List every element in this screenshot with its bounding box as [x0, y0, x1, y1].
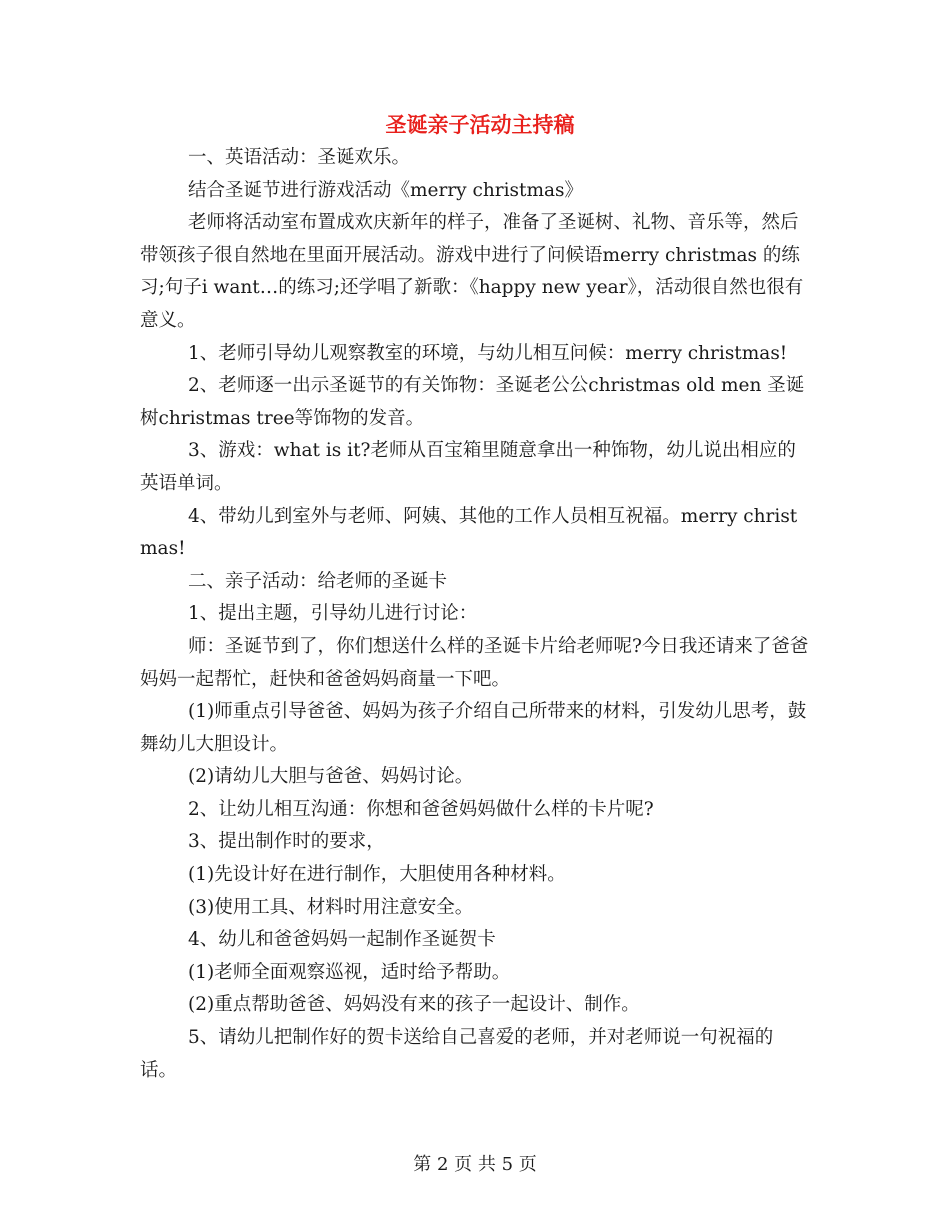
list-item: 1、提出主题，引导幼儿进行讨论：	[188, 603, 478, 625]
section-heading-parent-child: 二、亲子活动：给老师的圣诞卡	[188, 570, 448, 592]
list-item: 1、老师引导幼儿观察教室的环境，与幼儿相互问候：merry christmas!	[188, 342, 788, 364]
document-body	[140, 108, 810, 1087]
list-item: 4、带幼儿到室外与老师、阿姨、其他的工作人员相互祝福。merry christmas!	[140, 505, 798, 560]
sub-item: (2)重点帮助爸爸、妈妈没有来的孩子一起设计、制作。	[188, 994, 640, 1016]
section-heading-english: 一、英语活动：圣诞欢乐。	[188, 147, 411, 168]
paragraph: 师：圣诞节到了，你们想送什么样的圣诞卡片给老师呢?今日我还请来了爸爸妈妈一起帮忙，赶快和爸爸妈妈商量一下吧。	[140, 635, 809, 690]
sub-item: (3)使用工具、材料时用注意安全。	[188, 896, 474, 918]
list-item: 4、幼儿和爸爸妈妈一起制作圣诞贺卡	[188, 929, 496, 951]
document-title: 圣诞亲子活动主持稿	[385, 112, 575, 137]
list-item: 2、让幼儿相互沟通：你想和爸爸妈妈做什么样的卡片呢?	[188, 798, 654, 820]
page-number-footer: 第 2 页 共 5 页	[413, 1154, 537, 1175]
list-item: 5、请幼儿把制作好的贺卡送给自己喜爱的老师，并对老师说一句祝福的话。	[140, 1027, 774, 1081]
sub-item: (2)请幼儿大胆与爸爸、妈妈讨论。	[188, 766, 474, 788]
sub-item: (1)先设计好在进行制作，大胆使用各种材料。	[188, 864, 566, 886]
paragraph: 结合圣诞节进行游戏活动《merry christmas》	[188, 179, 584, 201]
sub-item: (1)老师全面观察巡视，适时给予帮助。	[188, 961, 511, 983]
sub-item: (1)师重点引导爸爸、妈妈为孩子介绍自己所带来的材料，引发幼儿思考，鼓舞幼儿大胆设计。	[140, 701, 807, 755]
list-item: 3、提出制作时的要求，	[188, 831, 385, 853]
paragraph: 老师将活动室布置成欢庆新年的样子，准备了圣诞树、礼物、音乐等，然后带领孩子很自然地在里面开展活动。游戏中进行了问候语merry christmas 的练习;句子i want…的练习;还学唱了新歌：《happy new year》，活动很自然也很有意义。	[140, 212, 804, 331]
list-item: 2、老师逐一出示圣诞节的有关饰物：圣诞老公公christmas old men 圣诞树christmas tree等饰物的发音。	[140, 375, 805, 429]
list-item: 3、游戏：what is it?老师从百宝箱里随意拿出一种饰物，幼儿说出相应的英语单词。	[140, 440, 796, 494]
